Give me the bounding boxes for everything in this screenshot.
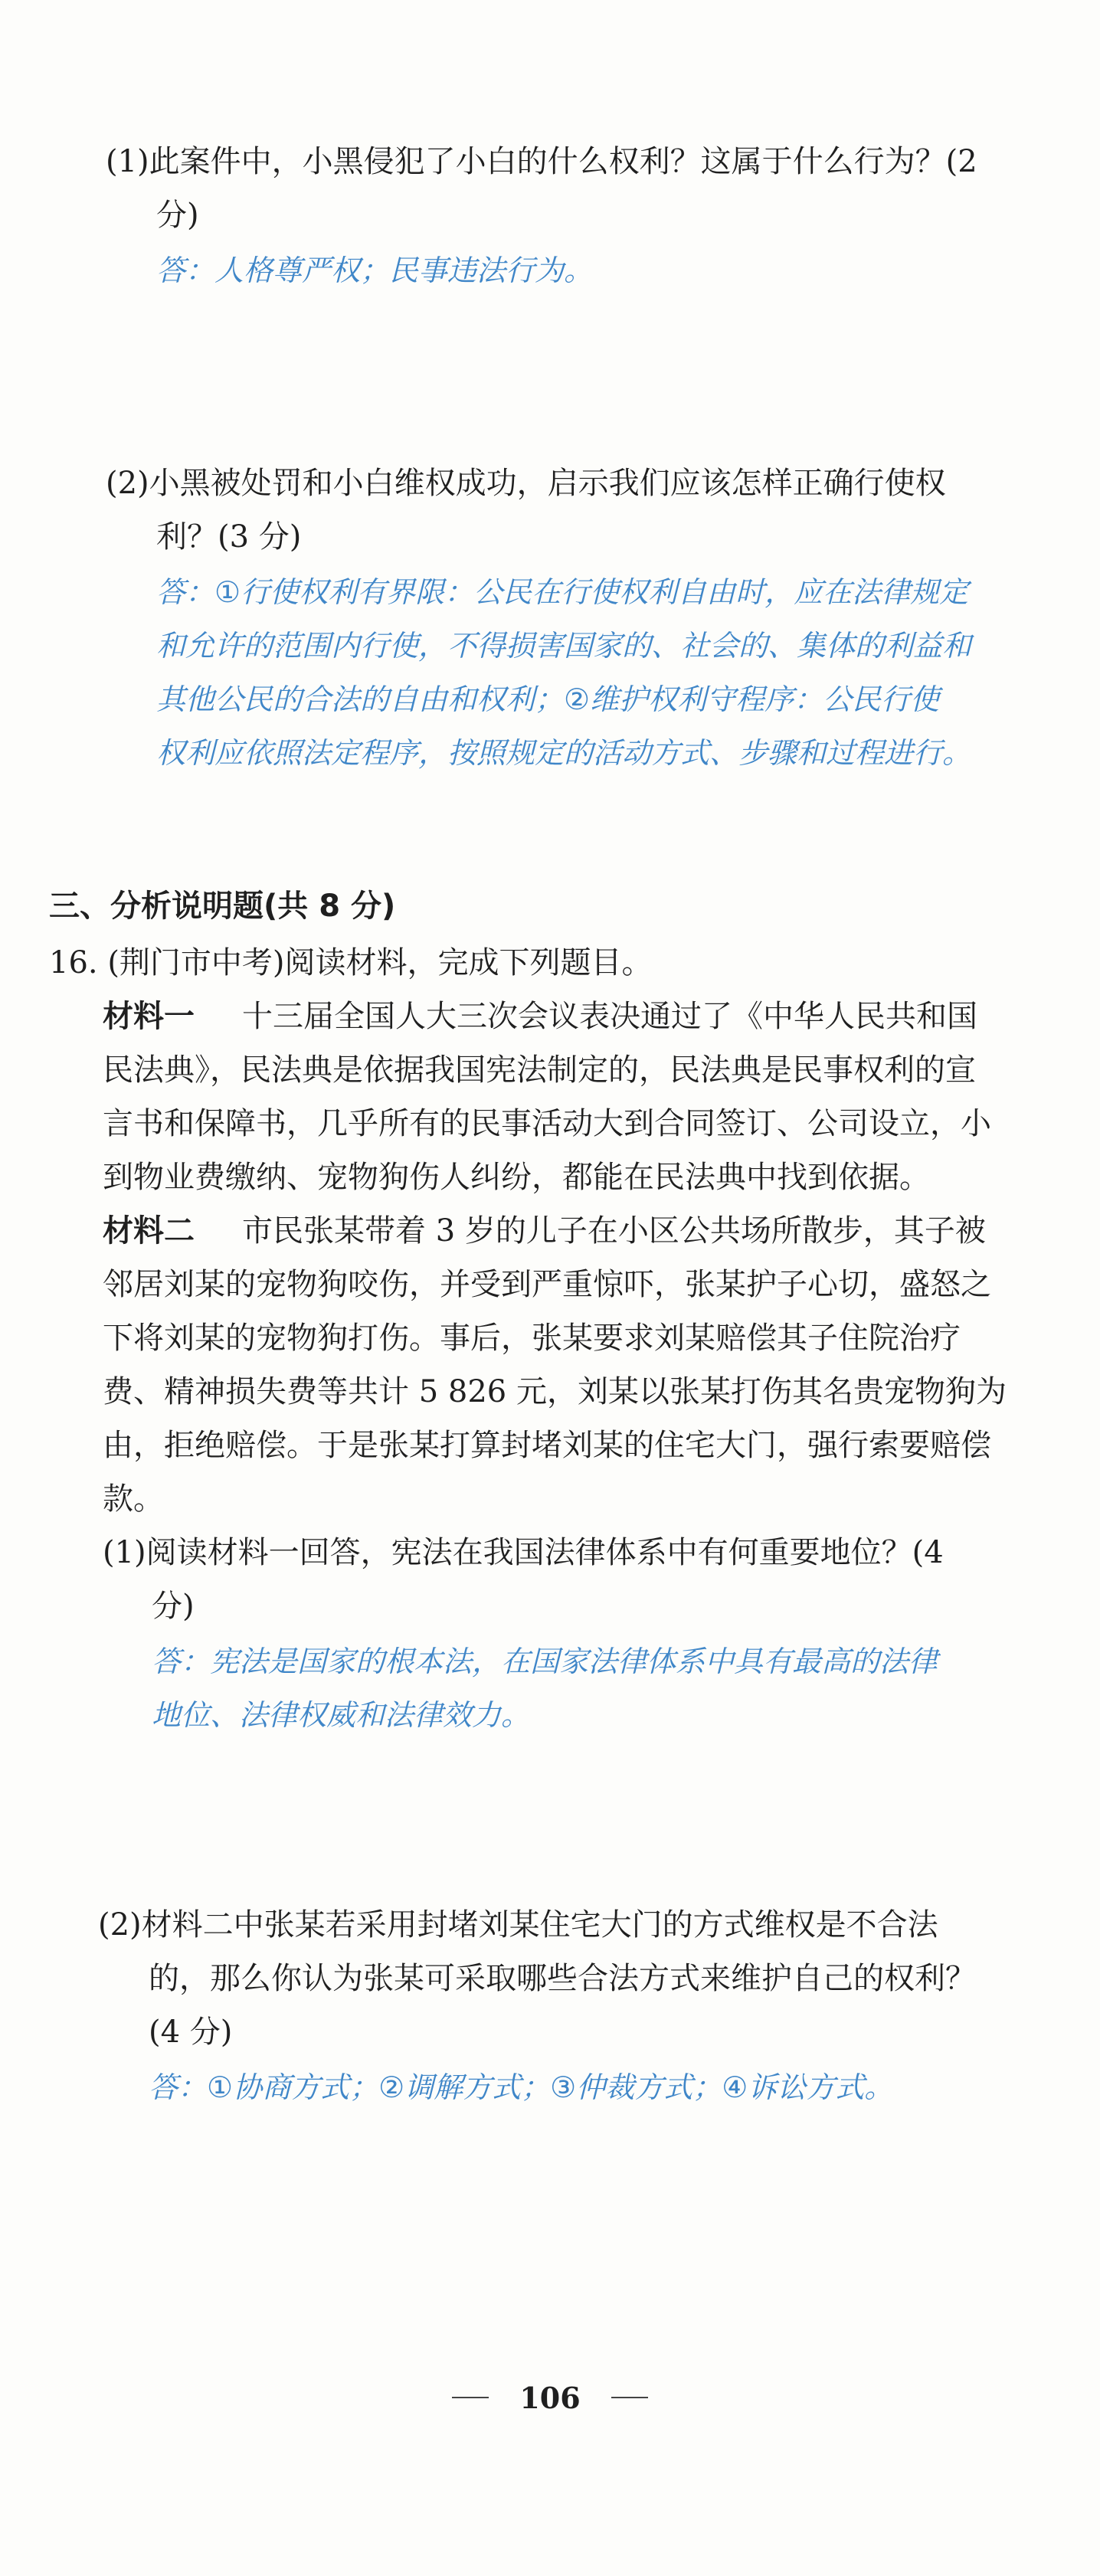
q15-part2-answer-line-3: 其他公民的合法的自由和权利；②维护权利守程序：公民行使 [156,682,940,716]
page-footer [0,2375,1100,2421]
material1-line-4: 到物业费缴纳、宠物狗伤人纠纷，都能在民法典中找到依据。 [103,1160,930,1195]
material1-line-3: 言书和保障书，几乎所有的民事活动大到合同签订、公司设立，小 [103,1106,991,1141]
q16-part1-question-line-1: (1)阅读材料一回答，宪法在我国法律体系中有何重要地位？(4 [103,1535,944,1570]
material1-line-2: 民法典》，民法典是依据我国宪法制定的，民法典是民事权利的宣 [103,1052,976,1088]
q16-part2-question-line-3: (4 分) [149,2015,233,2050]
material2-line-3: 下将刘某的宠物狗打伤。事后，张某要求刘某赔偿其子住院治疗 [103,1321,961,1356]
page-number: 106 [519,2380,581,2415]
material1-label: 材料一 [103,998,195,1034]
q16-part1-answer-line-2: 地位、法律权威和法律效力。 [152,1698,531,1732]
footer-dash-right [611,2397,648,2398]
material2-line-4: 费、精神损失费等共计 5 826 元，刘某以张某打伤其名贵宠物狗为 [103,1374,1007,1409]
material2-label: 材料二 [103,1213,195,1249]
material2-line-5: 由，拒绝赔偿。于是张某打算封堵刘某的住宅大门，强行索要赔偿 [103,1428,991,1463]
material2-line-2: 邻居刘某的宠物狗咬伤，并受到严重惊吓，张某护子心切，盛怒之 [103,1267,991,1302]
material2-line-6: 款。 [103,1481,164,1517]
q15-part2-answer-line-2: 和允许的范围内行使，不得损害国家的、社会的、集体的利益和 [156,629,972,663]
section-title: 三、分析说明题(共 8 分) [49,889,396,924]
q16-part2-answer: 答：①协商方式；②调解方式；③仲裁方式；④诉讼方式。 [149,2070,894,2104]
q15-part2-answer-line-1: 答：①行使权利有界限：公民在行使权利自由时，应在法律规定 [156,575,969,609]
q15-part2-question-line-2: 利？(3 分) [156,519,302,555]
q15-part2-question-line-1: (2)小黑被处罚和小白维权成功，启示我们应该怎样正确行使权 [106,466,946,501]
q16-part2-question-line-1: (2)材料二中张某若采用封堵刘某住宅大门的方式维权是不合法 [98,1907,938,1943]
q16-stem: 16. (荆门市中考)阅读材料，完成下列题目。 [49,945,653,980]
material1-line-1: 十三届全国人大三次会议表决通过了《中华人民共和国 [242,999,977,1034]
q15-part1-answer: 答：人格尊严权；民事违法行为。 [156,254,594,287]
footer-dash-left [452,2397,489,2398]
q16-part1-question-line-2: 分) [152,1589,195,1624]
q15-part2-answer-line-4: 权利应依照法定程序，按照规定的活动方式、步骤和过程进行。 [156,736,972,770]
q15-part1-question-line-2: 分) [156,198,199,233]
q16-part1-answer-line-1: 答：宪法是国家的根本法，在国家法律体系中具有最高的法律 [152,1645,938,1678]
q16-part2-question-line-2: 的，那么你认为张某可采取哪些合法方式来维护自己的权利？ [149,1961,976,1996]
material2-line-1: 市民张某带着 3 岁的儿子在小区公共场所散步，其子被 [242,1213,986,1249]
q15-part1-question-line-1: (1)此案件中，小黑侵犯了小白的什么权利？这属于什么行为？(2 [106,144,977,179]
